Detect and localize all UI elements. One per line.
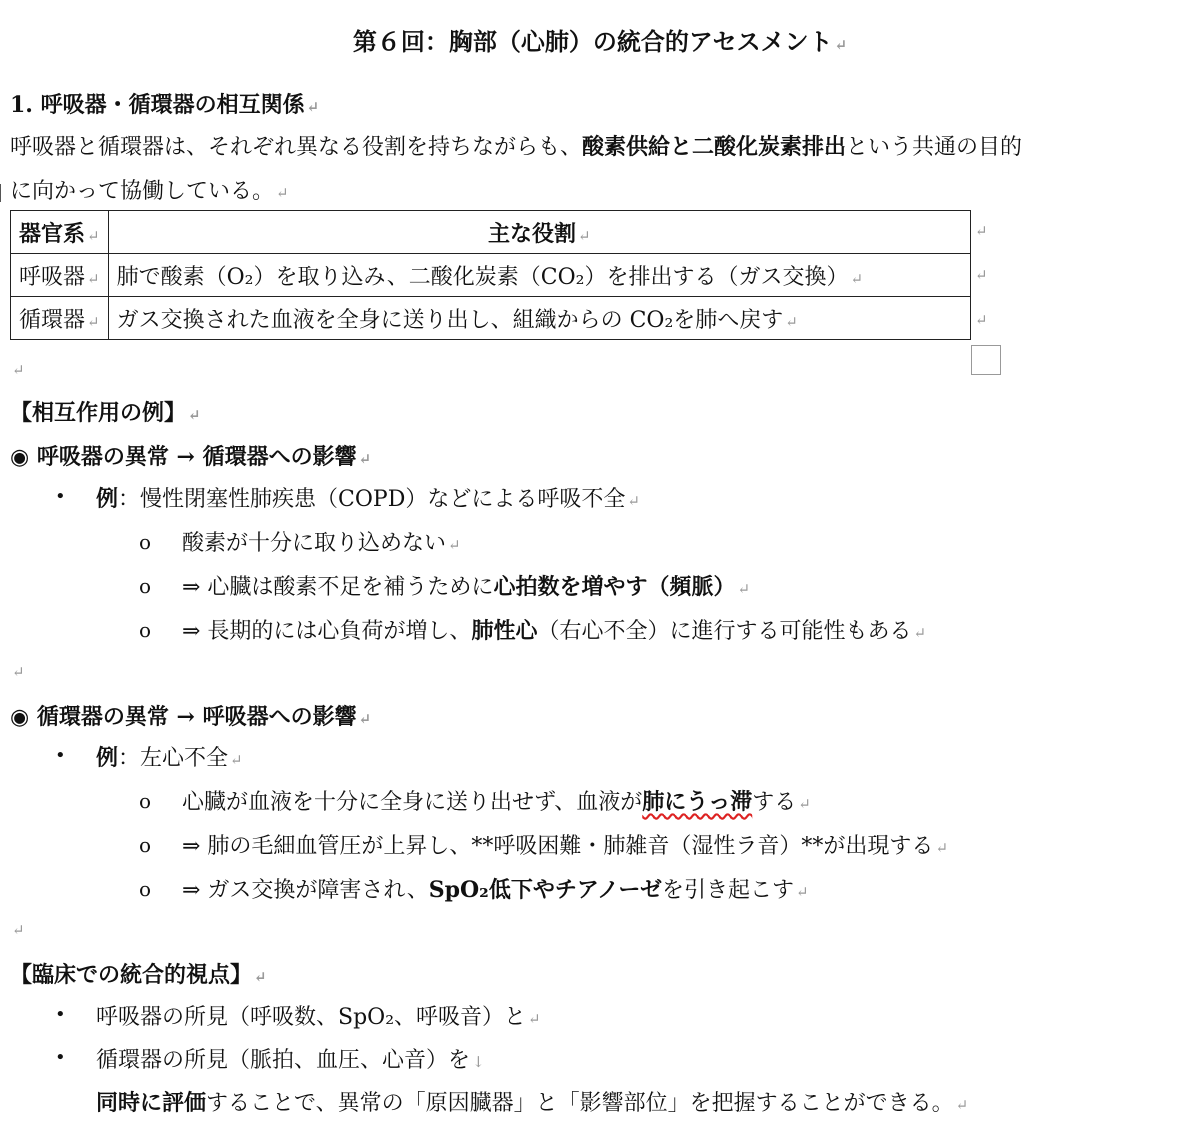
bullet-marker: • bbox=[55, 745, 66, 766]
block2-example: 例：左心不全 ↵ bbox=[96, 745, 243, 771]
table-header-cell[interactable]: 主な役割 ↵ bbox=[108, 211, 970, 254]
section-heading: 1. 呼吸器・循環器の相互関係 ↵ bbox=[10, 92, 320, 118]
block1-heading: ◉ 呼吸器の異常 → 循環器への影響 ↵ bbox=[10, 444, 372, 470]
table-row bbox=[11, 254, 971, 297]
document-title: 第６回：胸部（心肺）の統合的アセスメント ↵ bbox=[352, 27, 848, 56]
sub-bullet-marker: o bbox=[139, 789, 152, 813]
list-item: 呼吸器の所見（呼吸数、SpO₂、呼吸音）と ↵ bbox=[96, 1005, 541, 1030]
row-end-mark: ↵ bbox=[975, 222, 988, 240]
block1-example: 例：慢性閉塞性肺疾患（COPD）などによる呼吸不全 ↵ bbox=[96, 486, 640, 512]
empty-paragraph: ↵ bbox=[12, 663, 25, 681]
table-row bbox=[11, 297, 971, 340]
table-anchor-marker bbox=[0, 184, 7, 202]
block2-heading: ◉ 循環器の異常 → 呼吸器への影響 ↵ bbox=[10, 704, 372, 730]
table-header-row bbox=[11, 211, 971, 254]
interaction-heading: 【相互作用の例】 ↵ bbox=[10, 400, 201, 426]
list-item: ⇒ 肺の毛細血管圧が上昇し、**呼吸困難・肺雑音（湿性ラ音）**が出現する ↵ bbox=[182, 834, 949, 859]
sub-bullet-marker: o bbox=[139, 574, 152, 598]
list-item: 酸素が十分に取り込めない ↵ bbox=[182, 531, 461, 556]
row-end-mark: ↵ bbox=[975, 311, 988, 329]
table-cell[interactable]: 呼吸器 ↵ bbox=[11, 254, 109, 297]
sub-bullet-marker: o bbox=[139, 877, 152, 901]
sub-bullet-marker: o bbox=[139, 618, 152, 642]
bullet-marker: • bbox=[55, 486, 66, 507]
empty-paragraph: ↵ bbox=[12, 921, 25, 939]
table-resize-handle[interactable] bbox=[971, 345, 1001, 375]
bullet-marker: • bbox=[55, 1047, 66, 1068]
empty-paragraph: ↵ bbox=[12, 361, 25, 379]
list-item: ⇒ 心臓は酸素不足を補うために心拍数を増やす（頻脈） ↵ bbox=[182, 574, 751, 600]
table-cell[interactable]: 肺で酸素（O₂）を取り込み、二酸化炭素（CO₂）を排出する（ガス交換） ↵ bbox=[108, 254, 970, 297]
table-cell[interactable]: ガス交換された血液を全身に送り出し、組織からの CO₂を肺へ戻す ↵ bbox=[108, 297, 970, 340]
list-item: ⇒ 長期的には心負荷が増し、肺性心（右心不全）に進行する可能性もある ↵ bbox=[182, 618, 927, 644]
list-item: 心臓が血液を十分に全身に送り出せず、血液が肺にうっ滞する ↵ bbox=[182, 789, 811, 815]
list-item: ⇒ ガス交換が障害され、SpO₂低下やチアノーゼを引き起こす ↵ bbox=[182, 877, 809, 903]
clinical-conclusion: 同時に評価することで、異常の「原因臓器」と「影響部位」を把握することができる。 ↵ bbox=[96, 1090, 969, 1116]
clinical-heading: 【臨床での統合的視点】 ↵ bbox=[10, 962, 267, 988]
organ-roles-table bbox=[10, 210, 971, 340]
table-cell[interactable]: 循環器 ↵ bbox=[11, 297, 109, 340]
row-end-mark: ↵ bbox=[975, 266, 988, 284]
list-item: 循環器の所見（脈拍、血圧、心音）を ↓ bbox=[96, 1048, 485, 1073]
sub-bullet-marker: o bbox=[139, 833, 152, 857]
sub-bullet-marker: o bbox=[139, 530, 152, 554]
intro-paragraph: 呼吸器と循環器は、それぞれ異なる役割を持ちながらも、酸素供給と二酸化炭素排出という共通の目的 bbox=[10, 134, 1023, 160]
table-header-cell[interactable]: 器官系 ↵ bbox=[11, 211, 109, 254]
intro-paragraph-line2: に向かって協働している。 ↵ bbox=[10, 179, 289, 204]
bullet-marker: • bbox=[55, 1004, 66, 1025]
